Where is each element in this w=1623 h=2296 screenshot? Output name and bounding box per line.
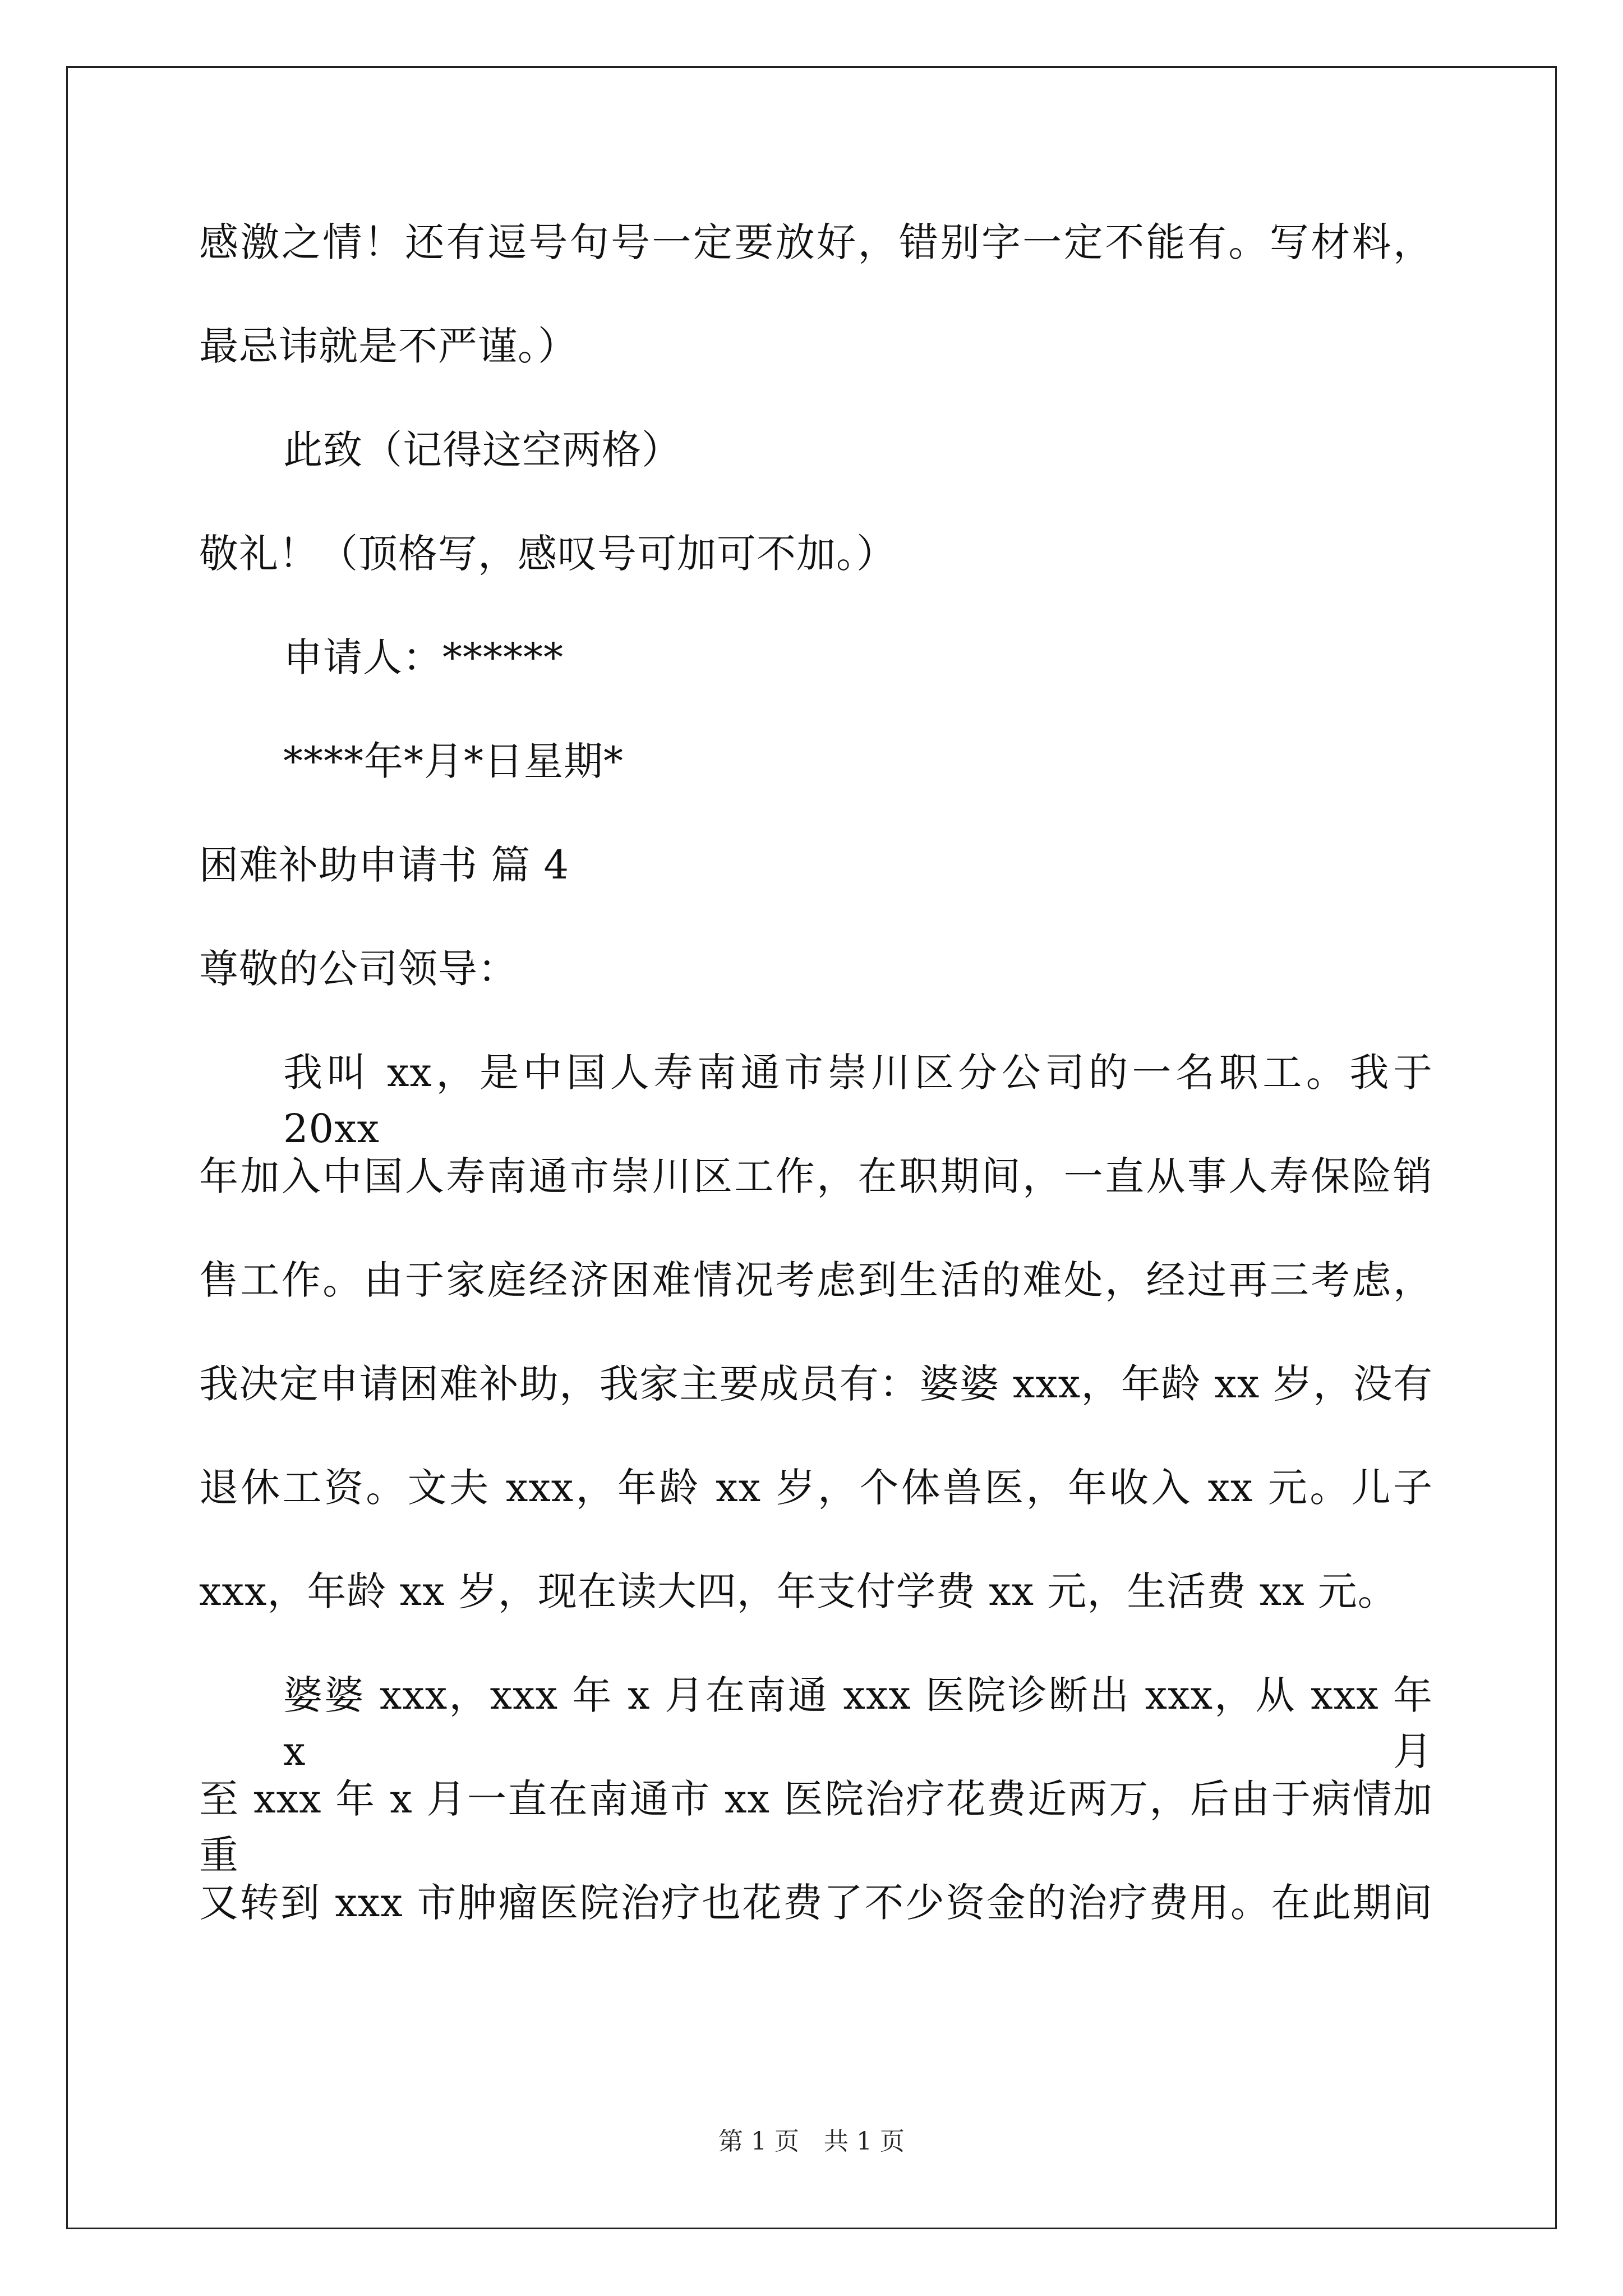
closing-respect: 敬礼！（顶格写，感叹号可加可不加。） xyxy=(199,531,896,577)
closing-salutation: 此致（记得这空两格） xyxy=(283,427,681,473)
body-line: xxx，年龄 xx 岁，现在读大四，年支付学费 xx 元，生活费 xx 元。 xyxy=(199,1568,1398,1614)
section-heading: 困难补助申请书 篇 4 xyxy=(199,842,570,888)
letter-greeting: 尊敬的公司领导： xyxy=(199,946,518,992)
applicant-signature: 申请人：****** xyxy=(283,634,564,680)
body-line: 我决定申请困难补助，我家主要成员有：婆婆 xxx，年龄 xx 岁，没有 xyxy=(199,1361,1433,1407)
body-line: 至 xxx 年 x 月一直在南通市 xx 医院治疗花费近两万，后由于病情加重 xyxy=(199,1776,1433,1878)
body-line: 又转到 xxx 市肿瘤医院治疗也花费了不少资金的治疗费用。在此期间 xyxy=(199,1880,1433,1926)
page-number-footer: 第 1 页 共 1 页 xyxy=(718,2127,905,2156)
body-line: 婆婆 xxx，xxx 年 x 月在南通 xxx 医院诊断出 xxx，从 xxx 年 x 月 xyxy=(283,1672,1433,1774)
signature-date: ****年*月*日星期* xyxy=(283,738,624,784)
body-line: 年加入中国人寿南通市崇川区工作，在职期间，一直从事人寿保险销 xyxy=(199,1153,1433,1199)
body-line: 售工作。由于家庭经济困难情况考虑到生活的难处，经过再三考虑， xyxy=(199,1257,1433,1303)
body-line: 我叫 xx，是中国人寿南通市崇川区分公司的一名职工。我于 20xx xyxy=(283,1050,1433,1152)
body-line: 感激之情！还有逗号句号一定要放好，错别字一定不能有。写材料， xyxy=(199,219,1433,265)
body-line: 最忌讳就是不严谨。） xyxy=(199,323,578,369)
body-line: 退休工资。文夫 xxx，年龄 xx 岁，个体兽医，年收入 xx 元。儿子 xyxy=(199,1465,1433,1511)
